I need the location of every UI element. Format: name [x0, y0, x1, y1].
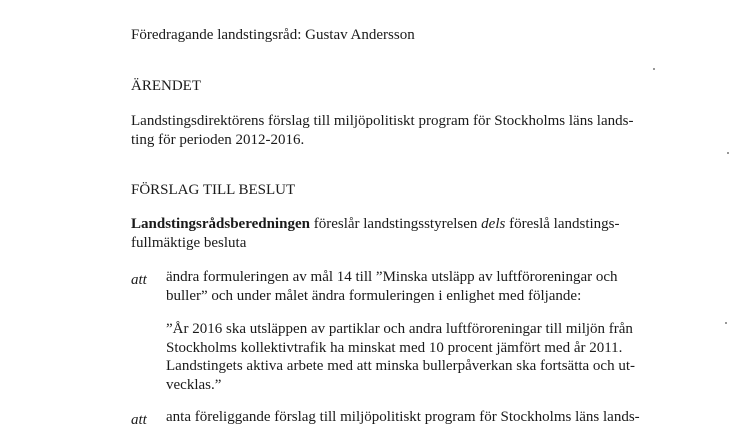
item-1-line-2: buller” och under målet ändra formuleringen i enlighet med följande: — [166, 288, 582, 304]
scan-speck — [727, 152, 729, 154]
item-1-line-1: ändra formuleringen av mål 14 till ”Minska utsläpp av luftföroreningar och — [166, 269, 618, 285]
item-1-quote-line-3: Landstingets aktiva arbete med att minska bullerpåverkan ska fortsätta och ut- — [166, 358, 636, 374]
item-1-quote-line-4: vecklas.” — [166, 377, 222, 393]
presenter-line: Föredragande landstingsråd: Gustav Andersson — [131, 27, 415, 43]
item-2-line-1: anta föreliggande förslag till miljöpolitiskt program för Stockholms läns lands- — [166, 409, 640, 425]
scan-speck — [653, 68, 655, 70]
matter-text-line-1: Landstingsdirektörens förslag till miljöpolitiskt program för Stockholms läns lands- — [131, 113, 634, 129]
scan-speck — [725, 322, 727, 324]
item-1-marker: att — [131, 272, 147, 288]
proposal-intro-line-2: fullmäktige besluta — [131, 235, 247, 251]
intro-middle-text: föreslår landstingsstyrelsen — [309, 216, 482, 232]
intro-end-text: föreslå landstings- — [505, 216, 620, 232]
intro-italic-word: dels — [481, 216, 506, 232]
item-2-marker: att — [131, 412, 147, 428]
item-1-quote-line-2: Stockholms kollektivtrafik ha minskat med 10 procent jämfört med år 2011. — [166, 340, 623, 356]
matter-text-line-2: ting för perioden 2012-2016. — [131, 132, 305, 148]
proposal-heading: FÖRSLAG TILL BESLUT — [131, 182, 296, 198]
item-1-quote-line-1: ”År 2016 ska utsläppen av partiklar och andra luftföroreningar till miljön från — [166, 321, 633, 337]
intro-bold-subject: Landstingsrådsberedningen — [131, 216, 310, 232]
proposal-intro-line-1 — [131, 215, 619, 233]
matter-heading: ÄRENDET — [131, 78, 201, 94]
